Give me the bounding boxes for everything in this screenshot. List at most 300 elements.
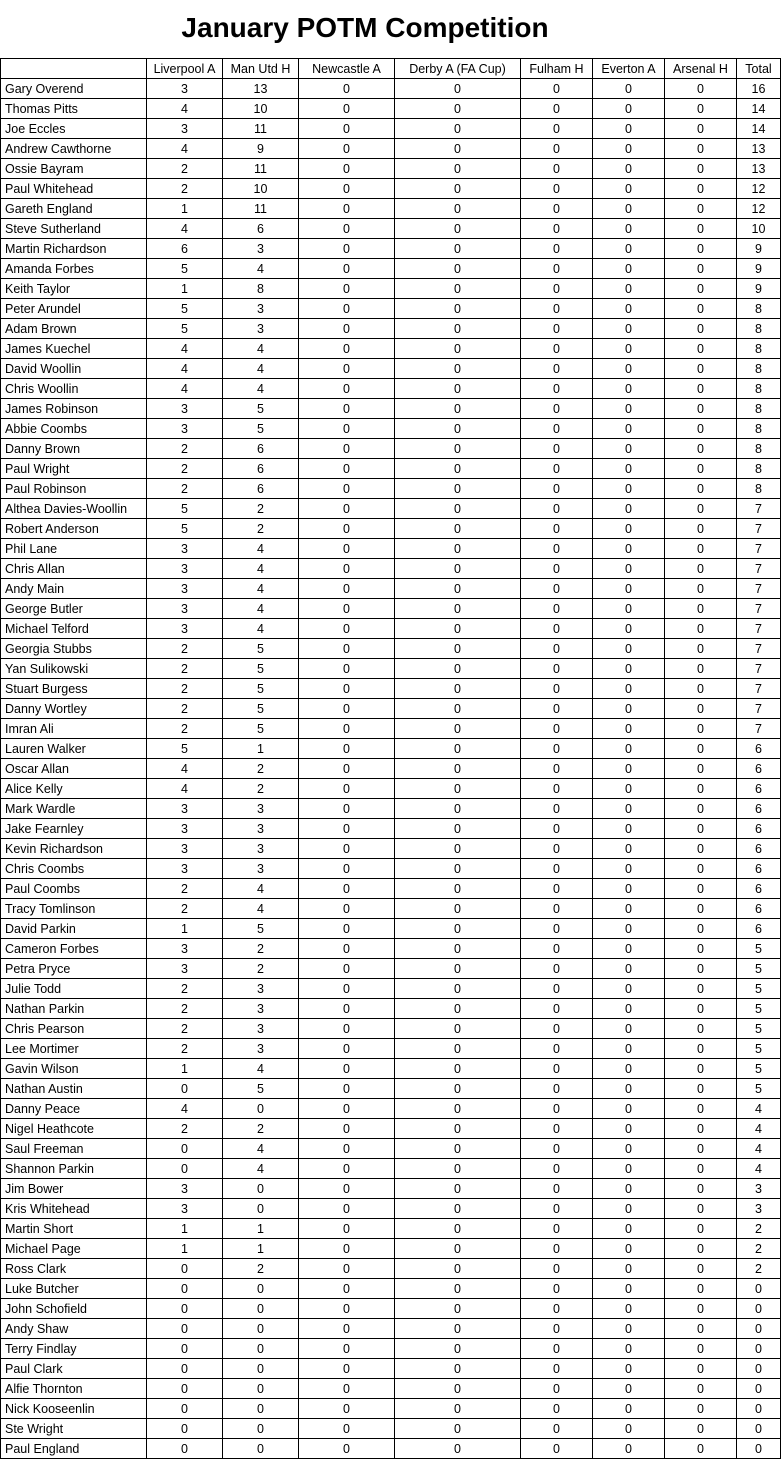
score-cell: 0 (299, 299, 395, 319)
score-cell: 0 (521, 939, 593, 959)
score-cell: 0 (521, 639, 593, 659)
score-cell: 0 (593, 139, 665, 159)
score-cell: 0 (521, 1239, 593, 1259)
player-name-cell: Keith Taylor (1, 279, 147, 299)
score-cell: 0 (395, 759, 521, 779)
score-cell: 0 (665, 1299, 737, 1319)
score-cell: 0 (521, 619, 593, 639)
score-cell: 4 (223, 539, 299, 559)
score-cell: 3 (147, 119, 223, 139)
table-row (1, 939, 781, 959)
score-cell: 10 (223, 179, 299, 199)
score-cell: 0 (395, 1439, 521, 1459)
total-cell: 7 (737, 499, 781, 519)
score-cell: 0 (665, 939, 737, 959)
score-cell: 6 (223, 219, 299, 239)
score-cell: 0 (593, 1359, 665, 1379)
score-cell: 0 (593, 939, 665, 959)
score-cell: 0 (593, 159, 665, 179)
total-cell: 3 (737, 1179, 781, 1199)
score-cell: 0 (223, 1419, 299, 1439)
score-cell: 0 (521, 559, 593, 579)
score-cell: 0 (593, 579, 665, 599)
score-cell: 0 (593, 799, 665, 819)
score-cell: 0 (665, 779, 737, 799)
score-cell: 2 (147, 179, 223, 199)
player-name-cell: Thomas Pitts (1, 99, 147, 119)
player-name-cell: Cameron Forbes (1, 939, 147, 959)
score-cell: 0 (395, 1319, 521, 1339)
score-cell: 0 (521, 979, 593, 999)
score-cell: 0 (299, 99, 395, 119)
score-cell: 0 (665, 1179, 737, 1199)
player-name-cell: Abbie Coombs (1, 419, 147, 439)
score-cell: 0 (395, 139, 521, 159)
score-cell: 0 (521, 1219, 593, 1239)
score-cell: 11 (223, 119, 299, 139)
table-row (1, 379, 781, 399)
player-name-cell: Jim Bower (1, 1179, 147, 1199)
score-cell: 0 (299, 1399, 395, 1419)
total-cell: 6 (737, 819, 781, 839)
score-cell: 0 (395, 1139, 521, 1159)
score-cell: 0 (299, 1419, 395, 1439)
total-cell: 5 (737, 959, 781, 979)
score-cell: 0 (521, 719, 593, 739)
score-cell: 1 (147, 199, 223, 219)
score-cell: 0 (299, 799, 395, 819)
score-cell: 2 (223, 959, 299, 979)
total-cell: 5 (737, 1079, 781, 1099)
player-name-cell: John Schofield (1, 1299, 147, 1319)
score-cell: 0 (593, 179, 665, 199)
score-cell: 0 (147, 1439, 223, 1459)
score-cell: 0 (665, 479, 737, 499)
score-cell: 0 (299, 1179, 395, 1199)
score-cell: 0 (521, 1019, 593, 1039)
player-name-cell: Chris Woollin (1, 379, 147, 399)
table-row (1, 859, 781, 879)
score-cell: 0 (147, 1319, 223, 1339)
score-cell: 4 (223, 879, 299, 899)
player-name-cell: Alfie Thornton (1, 1379, 147, 1399)
score-cell: 0 (395, 819, 521, 839)
score-cell: 3 (147, 539, 223, 559)
score-cell: 5 (223, 399, 299, 419)
score-cell: 0 (593, 379, 665, 399)
total-cell: 7 (737, 719, 781, 739)
score-cell: 0 (593, 239, 665, 259)
score-cell: 0 (395, 439, 521, 459)
total-cell: 5 (737, 999, 781, 1019)
score-cell: 5 (223, 719, 299, 739)
score-cell: 0 (299, 939, 395, 959)
score-cell: 0 (521, 1059, 593, 1079)
table-row (1, 559, 781, 579)
score-cell: 0 (299, 1379, 395, 1399)
score-cell: 0 (521, 159, 593, 179)
player-name-cell: Lauren Walker (1, 739, 147, 759)
score-cell: 2 (147, 999, 223, 1019)
player-name-cell: Petra Pryce (1, 959, 147, 979)
score-cell: 0 (665, 959, 737, 979)
table-row (1, 1319, 781, 1339)
score-cell: 0 (665, 1039, 737, 1059)
score-cell: 0 (299, 439, 395, 459)
score-cell: 3 (147, 839, 223, 859)
table-row (1, 319, 781, 339)
score-cell: 4 (147, 379, 223, 399)
score-cell: 0 (665, 539, 737, 559)
score-cell: 0 (521, 119, 593, 139)
score-cell: 0 (521, 1299, 593, 1319)
score-cell: 0 (521, 399, 593, 419)
score-cell: 3 (147, 399, 223, 419)
player-name-cell: Chris Coombs (1, 859, 147, 879)
score-cell: 2 (147, 719, 223, 739)
score-cell: 0 (395, 79, 521, 99)
score-cell: 0 (299, 79, 395, 99)
table-body (1, 79, 781, 1459)
score-cell: 0 (147, 1259, 223, 1279)
score-cell: 3 (147, 859, 223, 879)
score-cell: 0 (299, 579, 395, 599)
score-cell: 1 (223, 739, 299, 759)
score-cell: 0 (665, 839, 737, 859)
score-cell: 3 (147, 599, 223, 619)
player-name-cell: Martin Richardson (1, 239, 147, 259)
player-name-cell: Peter Arundel (1, 299, 147, 319)
score-cell: 0 (521, 1379, 593, 1399)
total-cell: 13 (737, 139, 781, 159)
score-cell: 2 (147, 679, 223, 699)
table-row (1, 1139, 781, 1159)
player-name-cell: Nick Kooseenlin (1, 1399, 147, 1419)
score-cell: 0 (395, 1419, 521, 1439)
score-cell: 0 (299, 1279, 395, 1299)
score-cell: 10 (223, 99, 299, 119)
total-cell: 8 (737, 459, 781, 479)
score-cell: 0 (665, 239, 737, 259)
player-name-cell: Danny Brown (1, 439, 147, 459)
score-cell: 0 (223, 1439, 299, 1459)
score-cell: 2 (223, 519, 299, 539)
total-cell: 0 (737, 1399, 781, 1419)
score-cell: 0 (521, 1259, 593, 1279)
total-cell: 5 (737, 1059, 781, 1079)
score-cell: 0 (593, 539, 665, 559)
player-name-cell: Andrew Cawthorne (1, 139, 147, 159)
player-name-cell: Steve Sutherland (1, 219, 147, 239)
score-cell: 0 (299, 199, 395, 219)
score-cell: 0 (665, 279, 737, 299)
score-cell: 3 (147, 959, 223, 979)
score-cell: 0 (593, 739, 665, 759)
player-name-cell: Chris Allan (1, 559, 147, 579)
player-name-cell: Phil Lane (1, 539, 147, 559)
score-cell: 0 (395, 1359, 521, 1379)
score-cell: 0 (223, 1379, 299, 1399)
table-row (1, 499, 781, 519)
score-cell: 3 (223, 239, 299, 259)
table-row (1, 259, 781, 279)
score-cell: 0 (665, 79, 737, 99)
score-cell: 0 (593, 199, 665, 219)
score-cell: 0 (665, 519, 737, 539)
score-cell: 0 (299, 1019, 395, 1039)
score-cell: 0 (521, 179, 593, 199)
score-cell: 3 (223, 319, 299, 339)
score-cell: 0 (395, 379, 521, 399)
score-cell: 2 (223, 779, 299, 799)
score-cell: 3 (147, 619, 223, 639)
score-cell: 0 (521, 459, 593, 479)
score-cell: 2 (223, 499, 299, 519)
player-name-cell: Gavin Wilson (1, 1059, 147, 1079)
score-cell: 2 (147, 159, 223, 179)
total-cell: 0 (737, 1279, 781, 1299)
table-row (1, 819, 781, 839)
total-cell: 12 (737, 179, 781, 199)
score-cell: 0 (665, 1139, 737, 1159)
score-cell: 3 (223, 1039, 299, 1059)
score-cell: 0 (521, 779, 593, 799)
table-row (1, 919, 781, 939)
player-name-cell: Jake Fearnley (1, 819, 147, 839)
score-cell: 2 (223, 939, 299, 959)
score-cell: 5 (147, 259, 223, 279)
score-cell: 0 (665, 579, 737, 599)
score-cell: 2 (147, 879, 223, 899)
score-cell: 0 (593, 1099, 665, 1119)
score-cell: 0 (299, 399, 395, 419)
table-row (1, 1279, 781, 1299)
score-cell: 0 (395, 1079, 521, 1099)
score-cell: 3 (223, 999, 299, 1019)
score-cell: 11 (223, 199, 299, 219)
score-cell: 0 (521, 1179, 593, 1199)
score-cell: 0 (147, 1279, 223, 1299)
score-cell: 0 (395, 1039, 521, 1059)
player-name-cell: George Butler (1, 599, 147, 619)
total-cell: 4 (737, 1099, 781, 1119)
score-cell: 4 (223, 559, 299, 579)
score-cell: 0 (299, 759, 395, 779)
table-row (1, 119, 781, 139)
score-cell: 0 (593, 879, 665, 899)
player-name-cell: Amanda Forbes (1, 259, 147, 279)
score-cell: 0 (593, 899, 665, 919)
score-cell: 0 (395, 1059, 521, 1079)
score-cell: 0 (299, 319, 395, 339)
score-cell: 0 (299, 719, 395, 739)
table-row (1, 159, 781, 179)
table-row (1, 219, 781, 239)
score-cell: 0 (147, 1139, 223, 1159)
score-cell: 0 (395, 299, 521, 319)
score-cell: 0 (299, 419, 395, 439)
score-cell: 0 (593, 79, 665, 99)
table-row (1, 1079, 781, 1099)
score-cell: 0 (147, 1299, 223, 1319)
score-cell: 9 (223, 139, 299, 159)
score-cell: 0 (665, 1339, 737, 1359)
table-row (1, 1039, 781, 1059)
score-cell: 0 (299, 879, 395, 899)
score-cell: 0 (665, 1399, 737, 1419)
total-cell: 7 (737, 619, 781, 639)
score-cell: 0 (521, 819, 593, 839)
total-cell: 7 (737, 659, 781, 679)
score-cell: 0 (593, 639, 665, 659)
score-cell: 0 (521, 579, 593, 599)
score-cell: 0 (299, 359, 395, 379)
score-cell: 0 (299, 499, 395, 519)
score-cell: 0 (593, 999, 665, 1019)
score-cell: 0 (395, 359, 521, 379)
score-cell: 4 (223, 339, 299, 359)
score-cell: 0 (521, 1139, 593, 1159)
score-cell: 0 (223, 1199, 299, 1219)
table-row (1, 1359, 781, 1379)
total-cell: 8 (737, 379, 781, 399)
score-cell: 0 (521, 599, 593, 619)
table-row (1, 1219, 781, 1239)
score-cell: 0 (395, 639, 521, 659)
table-row (1, 959, 781, 979)
score-cell: 0 (521, 299, 593, 319)
score-cell: 0 (299, 1439, 395, 1459)
total-cell: 7 (737, 699, 781, 719)
score-cell: 0 (665, 819, 737, 839)
score-cell: 0 (299, 679, 395, 699)
score-cell: 0 (395, 1399, 521, 1419)
player-name-cell: David Woollin (1, 359, 147, 379)
score-cell: 4 (223, 1139, 299, 1159)
score-cell: 0 (593, 439, 665, 459)
player-name-cell: Paul Coombs (1, 879, 147, 899)
table-row (1, 1419, 781, 1439)
score-cell: 0 (521, 279, 593, 299)
score-cell: 0 (299, 839, 395, 859)
total-cell: 3 (737, 1199, 781, 1219)
score-cell: 3 (223, 299, 299, 319)
score-cell: 0 (665, 1119, 737, 1139)
score-cell: 0 (593, 1419, 665, 1439)
score-cell: 2 (223, 1119, 299, 1139)
score-cell: 0 (223, 1399, 299, 1419)
score-cell: 2 (223, 1259, 299, 1279)
score-cell: 5 (223, 919, 299, 939)
score-cell: 0 (521, 519, 593, 539)
score-cell: 0 (665, 759, 737, 779)
score-cell: 0 (665, 379, 737, 399)
score-cell: 0 (521, 539, 593, 559)
score-cell: 4 (223, 599, 299, 619)
score-cell: 0 (395, 779, 521, 799)
score-cell: 0 (593, 1319, 665, 1339)
player-name-cell: Danny Peace (1, 1099, 147, 1119)
score-cell: 5 (147, 499, 223, 519)
score-cell: 0 (593, 1219, 665, 1239)
score-cell: 0 (299, 1119, 395, 1139)
score-cell: 0 (395, 1339, 521, 1359)
score-cell: 4 (223, 379, 299, 399)
score-cell: 0 (299, 919, 395, 939)
score-cell: 3 (223, 839, 299, 859)
score-cell: 0 (299, 999, 395, 1019)
score-cell: 0 (665, 699, 737, 719)
score-cell: 0 (395, 519, 521, 539)
score-cell: 0 (299, 559, 395, 579)
table-row (1, 239, 781, 259)
score-cell: 0 (521, 439, 593, 459)
score-cell: 0 (395, 1019, 521, 1039)
score-cell: 5 (223, 679, 299, 699)
score-cell: 0 (665, 1439, 737, 1459)
score-cell: 0 (593, 859, 665, 879)
score-cell: 4 (147, 759, 223, 779)
score-cell: 0 (521, 479, 593, 499)
score-cell: 2 (147, 1019, 223, 1039)
score-cell: 0 (147, 1399, 223, 1419)
score-cell: 0 (665, 459, 737, 479)
score-cell: 0 (665, 99, 737, 119)
total-cell: 6 (737, 859, 781, 879)
total-cell: 14 (737, 119, 781, 139)
score-cell: 0 (299, 1219, 395, 1239)
score-cell: 0 (665, 1359, 737, 1379)
score-cell: 0 (593, 1019, 665, 1039)
table-row (1, 419, 781, 439)
score-cell: 0 (223, 1179, 299, 1199)
table-row (1, 479, 781, 499)
score-cell: 0 (521, 959, 593, 979)
score-cell: 2 (147, 979, 223, 999)
score-cell: 0 (395, 799, 521, 819)
score-cell: 0 (665, 679, 737, 699)
potm-standings-table (0, 58, 781, 1459)
table-row (1, 659, 781, 679)
score-cell: 3 (147, 799, 223, 819)
score-cell: 0 (665, 1199, 737, 1219)
score-cell: 2 (147, 459, 223, 479)
score-cell: 6 (147, 239, 223, 259)
score-cell: 0 (665, 139, 737, 159)
score-cell: 0 (665, 339, 737, 359)
column-header-match-7: Arsenal H (665, 59, 737, 79)
score-cell: 2 (147, 1119, 223, 1139)
score-cell: 5 (223, 699, 299, 719)
player-name-cell: Nigel Heathcote (1, 1119, 147, 1139)
score-cell: 0 (147, 1339, 223, 1359)
total-cell: 6 (737, 799, 781, 819)
total-cell: 0 (737, 1319, 781, 1339)
score-cell: 5 (223, 1079, 299, 1099)
score-cell: 3 (223, 819, 299, 839)
table-row (1, 679, 781, 699)
table-row (1, 139, 781, 159)
score-cell: 0 (299, 459, 395, 479)
score-cell: 0 (521, 999, 593, 1019)
score-cell: 0 (395, 839, 521, 859)
score-cell: 0 (223, 1359, 299, 1379)
score-cell: 0 (665, 799, 737, 819)
score-cell: 0 (593, 299, 665, 319)
score-cell: 0 (593, 1239, 665, 1259)
total-cell: 0 (737, 1339, 781, 1359)
player-name-cell: Paul England (1, 1439, 147, 1459)
